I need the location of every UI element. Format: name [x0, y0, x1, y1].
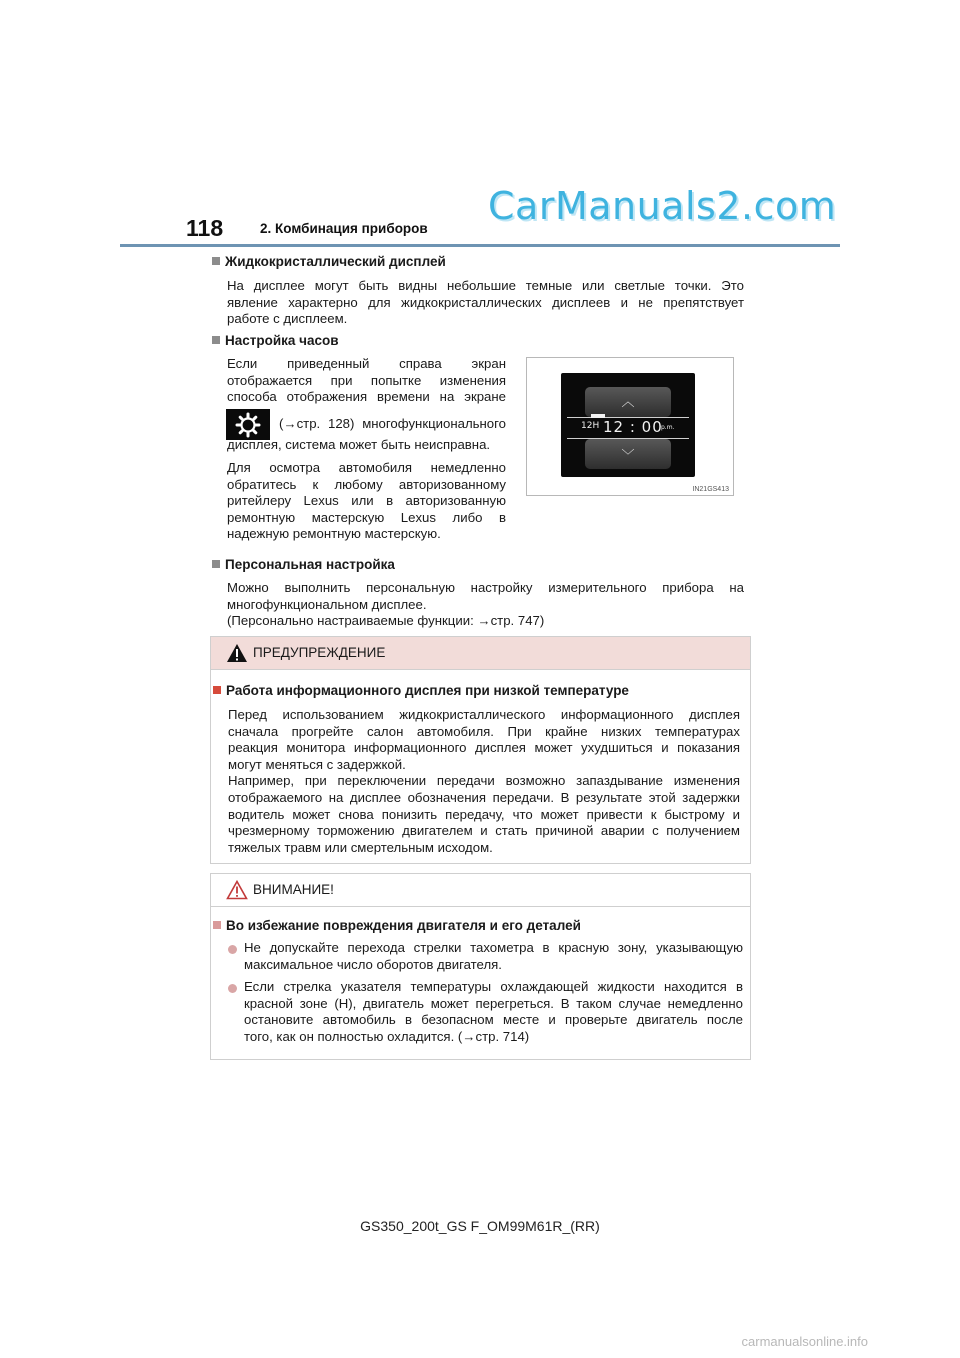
clock-service-paragraph: Для осмотра автомобиля немедленно обратитесь к любому авторизованному ритейлеру Lexus или в авторизованную ремонтную мастерскую Lexus либо в надежную ремонтную мастерскую. — [227, 460, 506, 542]
notice-heading: Во избежание повреждения двигателя и его деталей — [213, 918, 581, 933]
square-bullet-icon — [212, 560, 220, 568]
down-button — [585, 439, 671, 469]
document-footer: GS350_200t_GS F_OM99M61R_(RR) — [360, 1218, 600, 1234]
clock-display-figure — [526, 357, 734, 496]
header-rule — [120, 244, 840, 247]
square-bullet-icon — [212, 257, 220, 265]
circle-bullet-icon — [228, 984, 237, 993]
clock-heading: Настройка часов — [212, 333, 339, 348]
notice-box — [210, 873, 751, 1060]
gear-settings-icon-box — [226, 409, 270, 440]
notice-item-2: Если стрелка указателя температуры охлаждающей жидкости находится в красной зоне (H), двигатель может перегреться. В таком случае немедленно остановите автомобиль в безопасном месте и проверьте двигатель после того, как он полностью охладится. (→стр. 714) — [244, 979, 743, 1044]
warning-box — [210, 636, 751, 864]
warning-triangle-icon — [226, 643, 248, 663]
warning-paragraph: Перед использованием жидкокристаллического информационного дисплея сначала прогрейте салон автомобиля. При крайне низких температурах реакция монитора информационного дисплея может ухудшиться и показания могут меняться с задержкой. Например, при переключении передачи возможно запаздывание изменения отображаемого на дисплее обозначения передачи. В результате этой задержки водитель может снова понизить передачу, что может привести к быстрому и чрезмерному торможению двигателем и стать причиной аварии с получением тяжелых травм или смертельным исходом. — [228, 707, 740, 855]
chevron-up-icon: ︿ — [621, 394, 635, 409]
square-bullet-icon — [213, 686, 221, 694]
watermark-bottom: carmanualsonline.info — [741, 1334, 868, 1349]
square-bullet-icon — [213, 921, 221, 929]
caution-triangle-icon — [226, 880, 248, 900]
clock-time: 12 : 00 — [603, 418, 663, 436]
personal-heading: Персональная настройка — [212, 557, 395, 572]
notice-item-1: Не допускайте перехода стрелки тахометра в красную зону, указывающую максимальное число оборотов двигателя. — [244, 940, 743, 972]
up-button — [585, 387, 671, 417]
figure-code: IN21GS413 — [692, 486, 729, 493]
clock-readout — [567, 417, 689, 439]
clock-ampm: p.m. — [661, 424, 675, 431]
page-number: 118 — [186, 215, 224, 241]
clock-mode: 12H — [581, 421, 600, 431]
square-bullet-icon — [212, 336, 220, 344]
lcd-heading: Жидкокристаллический дисплей — [212, 254, 446, 269]
warning-heading: Работа информационного дисплея при низкой температуре — [213, 683, 629, 698]
warning-title: ПРЕДУПРЕЖДЕНИЕ — [253, 645, 386, 660]
chevron-down-icon: ﹀ — [621, 448, 635, 463]
personal-paragraph: Можно выполнить персональную настройку измерительного прибора на многофункциональном дисплее. (Персонально настраиваемые функции: →стр. 747) — [227, 580, 744, 629]
notice-title: ВНИМАНИЕ! — [253, 882, 334, 897]
display-screen — [561, 373, 695, 477]
gear-icon — [235, 412, 261, 438]
lcd-paragraph: На дисплее могут быть видны небольшие темные или светлые точки. Это явление характерно для жидкокристаллических дисплеев и не препятствует работе с дисплеем. — [227, 278, 744, 327]
circle-bullet-icon — [228, 945, 237, 954]
clock-gear-line: (→стр. 128) многофункционального — [279, 416, 506, 431]
notice-header — [211, 874, 750, 907]
watermark-logo: CarManuals2.com — [488, 184, 837, 228]
section-title: 2. Комбинация приборов — [260, 221, 428, 236]
clock-paragraph-top: Если приведенный справа экран отображается при попытке изменения способа отображения времени на экране — [227, 356, 506, 405]
clock-paragraph-mid: дисплея, система может быть неисправна. — [227, 437, 491, 452]
warning-header — [211, 637, 750, 670]
